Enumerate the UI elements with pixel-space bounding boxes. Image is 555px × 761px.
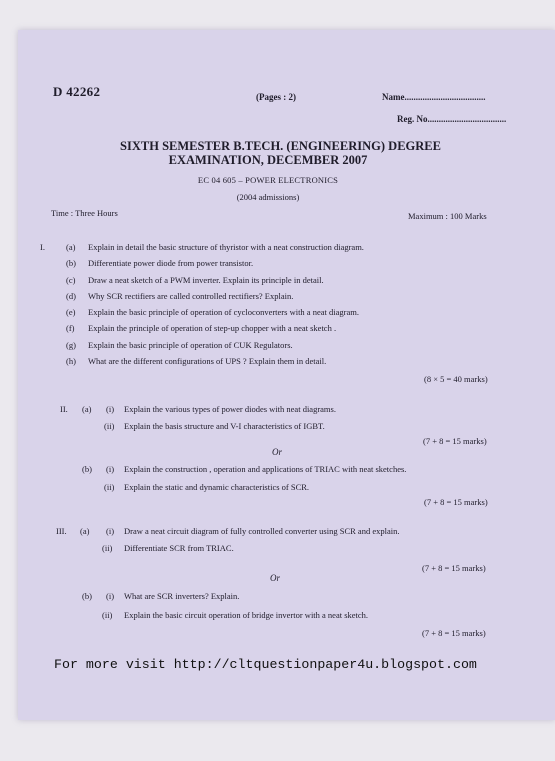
q1-label-e: (e) [66,307,76,317]
q2-b-i-text: Explain the construction , operation and applications of TRIAC with neat sketches. [124,464,407,474]
q3-b-i-label: (i) [106,591,115,601]
q2-b-ii-text: Explain the static and dynamic characteristics of SCR. [124,482,310,492]
q2-b-i-label: (i) [106,464,115,474]
q1-label-h: (h) [66,356,76,366]
q1-text-h: What are the different configurations of UPS ? Explain them in detail. [88,356,327,366]
q2-b-marks: (7 + 8 = 15 marks) [424,497,488,507]
q1-label-c: (c) [66,275,76,285]
q1-text-a: Explain in detail the basic structure of thyristor with a neat construction diagram. [88,242,364,252]
exam-title-line2: EXAMINATION, DECEMBER 2007 [168,153,368,167]
page-count: (Pages : 2) [256,92,296,102]
q3-or: Or [270,573,281,583]
q1-marks: (8 × 5 = 40 marks) [424,374,488,384]
q1-text-b: Differentiate power diode from power transistor. [88,258,254,268]
q1-label-d: (d) [66,291,76,301]
q2-a-ii-text: Explain the basis structure and V-I characteristics of IGBT. [124,421,325,431]
q1-text-c: Draw a neat sketch of a PWM inverter. Explain its principle in detail. [88,275,324,285]
q2-label-a: (a) [82,404,92,414]
question-number-2: II. [60,404,68,414]
admissions-line: (2004 admissions) [236,192,300,202]
q3-b-marks: (7 + 8 = 15 marks) [422,628,486,638]
q3-label-a: (a) [80,526,90,536]
q3-b-ii-text: Explain the basic circuit operation of bridge invertor with a neat sketch. [124,610,369,620]
question-paper-sheet [18,30,555,720]
question-number-3: III. [56,526,67,536]
name-field: Name.................................... [382,92,486,102]
subject-line: EC 04 605 – POWER ELECTRONICS [197,175,339,185]
q1-label-a: (a) [66,242,76,252]
paper-code: D 42262 [53,84,101,99]
q1-label-f: (f) [66,323,75,333]
q1-label-g: (g) [66,340,76,350]
q2-a-ii-label: (ii) [104,421,115,431]
footer-link-text: For more visit http://cltquestionpaper4u.blogspot.com [54,657,477,672]
q2-or: Or [272,447,283,457]
maximum-marks: Maximum : 100 Marks [408,211,487,221]
q3-a-marks: (7 + 8 = 15 marks) [422,563,486,573]
q3-a-ii-label: (ii) [102,543,113,553]
exam-title-line1: SIXTH SEMESTER B.TECH. (ENGINEERING) DEGREE [120,139,441,153]
q3-a-ii-text: Differentiate SCR from TRIAC. [124,543,234,553]
q3-b-ii-label: (ii) [102,610,113,620]
time-allowed: Time : Three Hours [51,208,118,218]
reg-no-field: Reg. No................................... [397,114,507,124]
q1-text-g: Explain the basic principle of operation of CUK Regulators. [88,340,293,350]
q3-label-b: (b) [82,591,92,601]
q1-label-b: (b) [66,258,76,268]
q2-a-marks: (7 + 8 = 15 marks) [423,436,487,446]
q1-text-e: Explain the basic principle of operation of cycloconverters with a neat diagram. [88,307,359,317]
q1-text-f: Explain the principle of operation of step-up chopper with a neat sketch . [88,323,337,333]
q2-a-i-text: Explain the various types of power diodes with neat diagrams. [124,404,336,414]
q2-a-i-label: (i) [106,404,115,414]
q3-a-i-label: (i) [106,526,115,536]
q3-b-i-text: What are SCR inverters? Explain. [124,591,240,601]
q2-label-b: (b) [82,464,92,474]
q2-b-ii-label: (ii) [104,482,115,492]
question-number-1: I. [40,242,45,252]
q1-text-d: Why SCR rectifiers are called controlled rectifiers? Explain. [88,291,294,301]
q3-a-i-text: Draw a neat circuit diagram of fully controlled converter using SCR and explain. [124,526,400,536]
